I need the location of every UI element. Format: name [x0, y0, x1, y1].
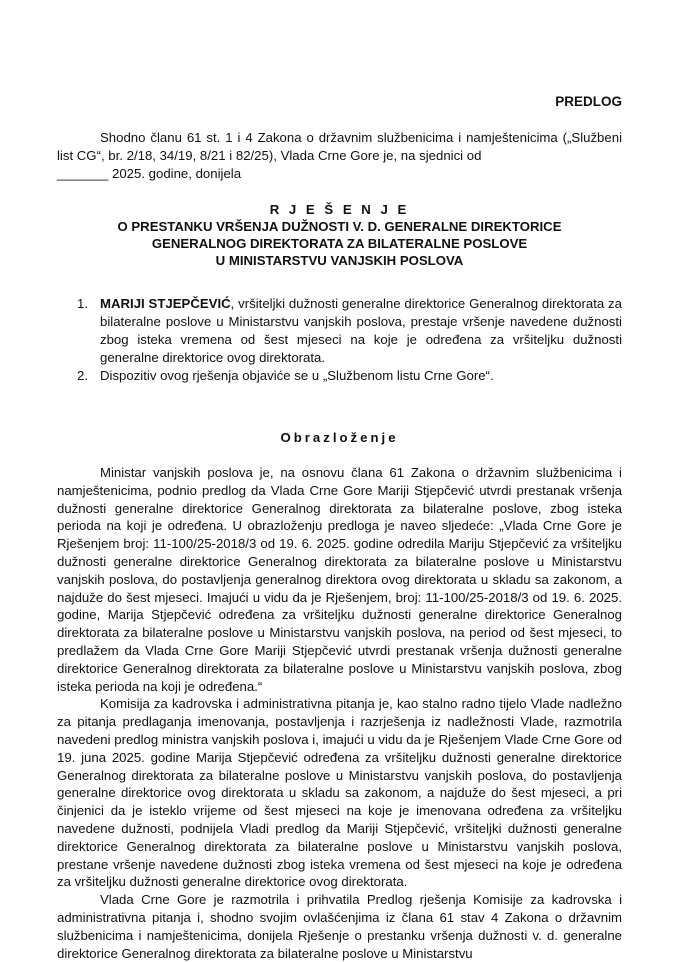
- document-label: PREDLOG: [555, 94, 622, 109]
- decision-subtitle-2: GENERALNOG DIREKTORATA ZA BILATERALNE POSLOVE: [151, 236, 528, 251]
- decision-items: [57, 295, 622, 385]
- preamble: [57, 129, 622, 183]
- decision-subtitle-3: U MINISTARSTVU VANJSKIH POSLOVA: [215, 253, 464, 268]
- decision-subtitle-1: O PRESTANKU VRŠENJA DUŽNOSTI V. D. GENERALNE DIREKTORICE: [117, 219, 562, 234]
- reasoning-body: [57, 464, 622, 962]
- item-name: MARIJI STJEPČEVIĆ: [100, 296, 231, 311]
- decision-heading: [57, 201, 622, 269]
- decision-item: [57, 367, 622, 385]
- item-number: 1.: [77, 296, 88, 311]
- item-text: Dispozitiv ovog rješenja objaviće se u „Službenom listu Crne Gore“.: [100, 368, 494, 383]
- reasoning-heading: Obrazloženje: [280, 430, 399, 445]
- reasoning-paragraph: Komisija za kadrovska i administrativna pitanja je, kao stalno radno tijelo Vlade nadležno za pitanja predlaganja imenovanja, postavljenja i razrješenja iz nadležnosti Vlade, razmotrila navedeni predlog ministra vanjskih poslova i, imajući u vidu da je Rješenjem Vlade Crne Gore od 19. juna 2025. godine Marija Stjepčević određena za vršiteljku dužnosti generalne direktorice Generalnog direktorata za bilateralne poslove u Ministarstvu vanjskih poslova, do postavljenja generalne direktorice ovog direktorata u skladu sa zakonom, a najduže do šest mjeseci, a pri činjenici da je isteklo vrijeme od šest mjeseci na koje je imenovana određena za vršiteljku navedene dužnosti, podnijela Vladi predlog da Mariji Stjepčević, vršiteljki dužnosti generalne direktorice Generalnog direktorata za bilateralne poslove u Ministarstvu vanjskih poslova, prestane vršenje navedene dužnosti zbog isteka vremena od šest mjeseci na koje je određena za vršiteljku dužnosti generalne direktorice ovog direktorata.: [57, 696, 622, 890]
- reasoning-paragraph: Ministar vanjskih poslova je, na osnovu člana 61 Zakona o državnim službenicima i namještenicima, podnio predlog da Vlada Crne Gore Mariji Stjepčević utvrdi prestanak vršenja dužnosti generalne direktorice Generalnog direktorata za bilateralne poslove, zbog isteka perioda na koji je određena. U obrazloženju predloga je naveo sljedeće: „Vlada Crne Gore je Rješenjem broj: 11-100/25-2018/3 od 19. 6. 2025. godine odredila Mariju Stjepčević za vršiteljku dužnosti generalne direktorice Generalnog direktorata za bilateralne poslove u Ministarstvu vanjskih poslova, do postavljenja generalnog direktora ovog direktorata u skladu sa zakonom, a najduže do šest mjeseci. Imajući u vidu da je Rješenjem, broj: 11-100/25-2018/3 od 19. 6. 2025. godine, Marija Stjepčević određena za vršiteljku dužnosti generalne direktorice Generalnog direktorata za bilateralne poslove u Ministarstvu vanjskih poslova, na period od šest mjeseci, to predlažem da Vlada Crne Gore Mariji Stjepčević utvrdi prestanak vršenja dužnosti generalne direktorice Generalnog direktorata za bilateralne poslove u Ministarstvu vanjskih poslova, zbog isteka perioda na koji je određena.“: [57, 465, 622, 694]
- decision-title: R J E Š E N J E: [269, 202, 410, 217]
- preamble-date-line: _______ 2025. godine, donijela: [57, 166, 242, 181]
- reasoning-paragraph: Vlada Crne Gore je razmotrila i prihvatila Predlog rješenja Komisije za kadrovska i administrativna pitanja i, shodno svojim ovlašćenjima iz člana 61 stav 4 Zakona o državnim službenicima i namještenicima, donijela Rješenje o prestanku vršenja dužnosti v. d. generalne direktorice Generalnog direktorata za bilateralne poslove u Ministarstvu: [57, 892, 622, 961]
- preamble-text: Shodno članu 61 st. 1 i 4 Zakona o državnim službenicima i namještenicima („Službeni list CG“, br. 2/18, 34/19, 8/21 i 82/25), Vlada Crne Gore je, na sjednici od: [57, 130, 622, 163]
- item-text: , vršiteljki dužnosti generalne direktorice Generalnog direktorata za bilateralne poslove u Ministarstvu vanjskih poslova, prestaje vršenje navedene dužnosti zbog isteka vremena od šest mjeseci na koje je određena za vršiteljku dužnosti generalne direktorice ovog direktorata.: [100, 296, 622, 365]
- item-number: 2.: [77, 368, 88, 383]
- decision-item: [57, 295, 622, 367]
